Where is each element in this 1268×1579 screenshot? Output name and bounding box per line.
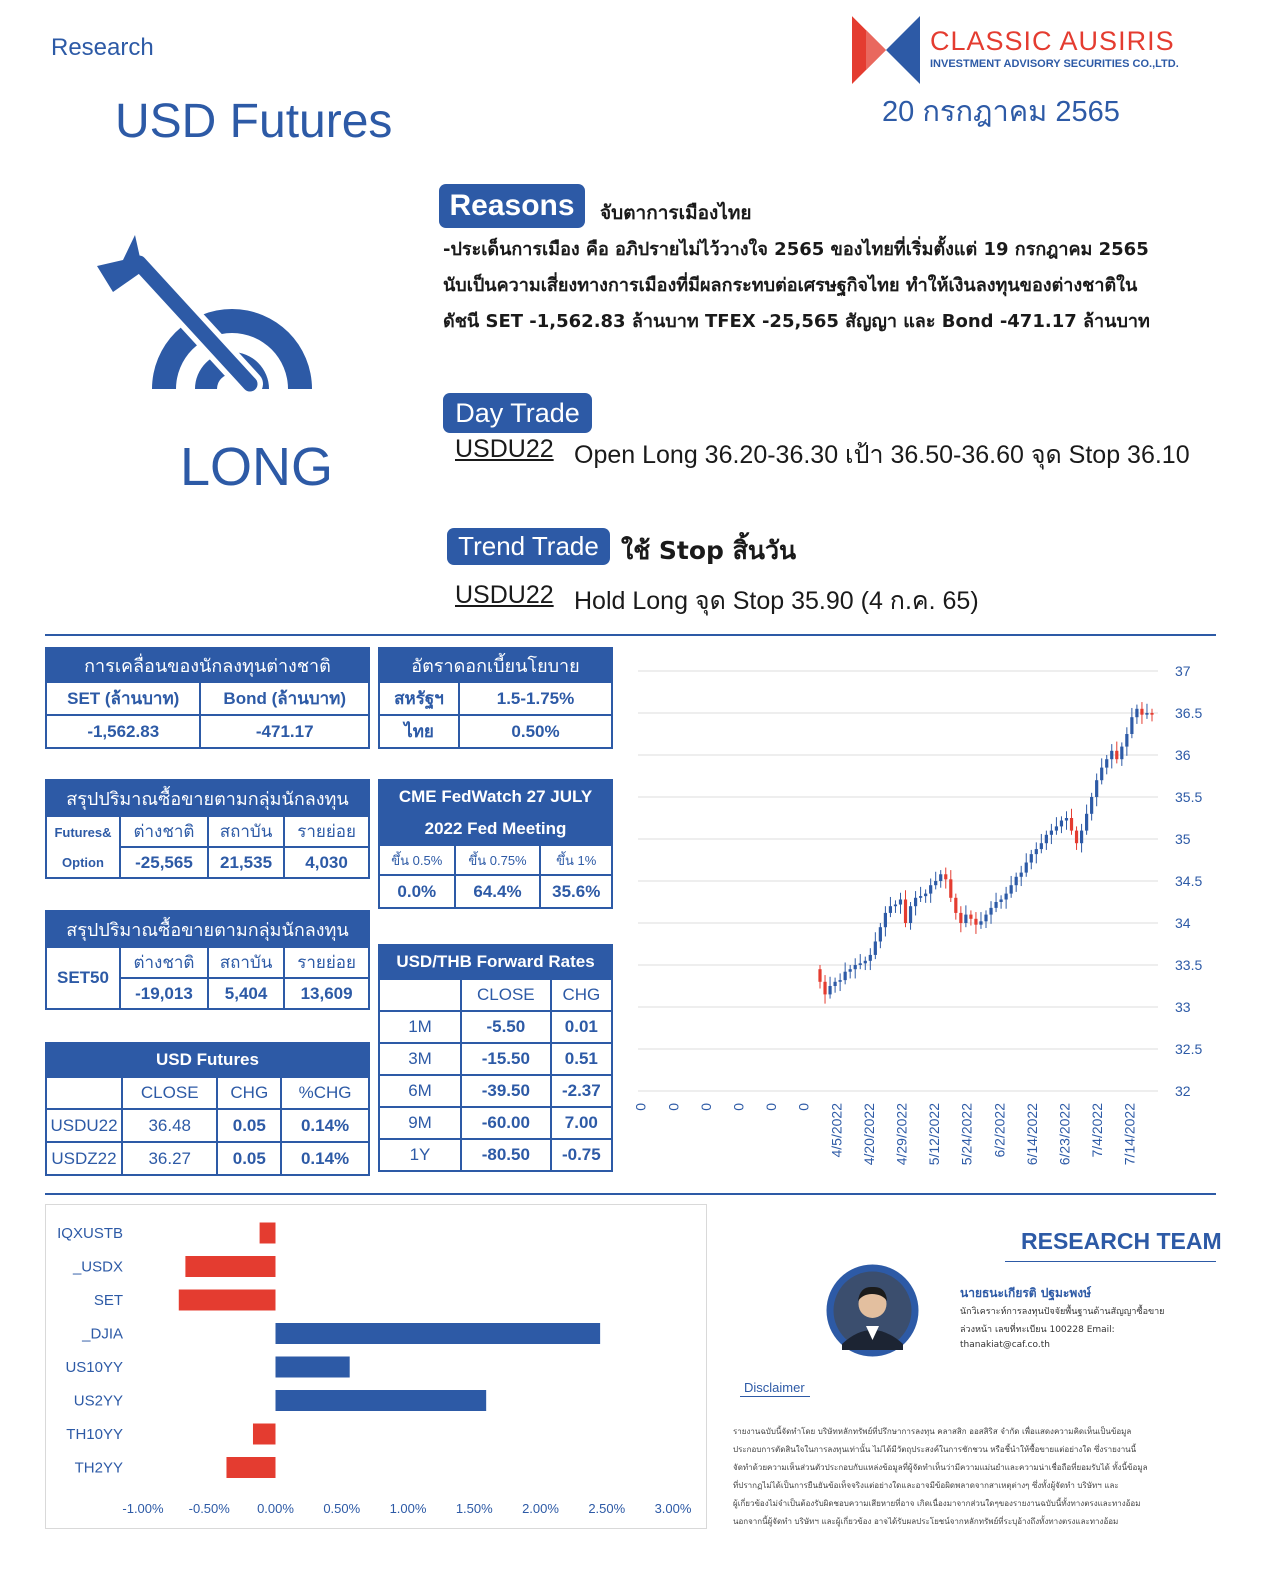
bar — [276, 1323, 601, 1344]
x-tick-label: 0.50% — [323, 1501, 361, 1516]
x-tick-label: 6/23/2022 — [1056, 1103, 1073, 1166]
set50-col-header: รายย่อย — [284, 947, 369, 978]
y-tick-label: 33 — [1175, 999, 1191, 1015]
candle-body — [833, 982, 836, 986]
fedwatch-title-2: 2022 Fed Meeting — [379, 813, 612, 845]
candle-body — [1150, 713, 1153, 715]
candle-body — [864, 961, 867, 964]
futures-summary-title: สรุปปริมาณซื้อขายตามกลุ่มนักลงทุน — [46, 780, 369, 816]
candle-body — [1130, 717, 1133, 734]
candle-body — [1070, 818, 1073, 831]
candle-body — [1030, 854, 1033, 862]
day-trade-symbol: USDU22 — [455, 435, 554, 463]
disclaimer-line: จัดทำด้วยความเห็นส่วนตัวประกอบกับแหล่งข้อมูลที่ผู้จัดทำเห็นว่ามีความแม่นยำและความน่าเชื่อถือที่ยอมรับได้ ทั้งนี้ข้อมูล — [733, 1463, 1148, 1472]
policy-rate-title: อัตราดอกเบี้ยนโยบาย — [379, 648, 612, 682]
candle-body — [1110, 751, 1113, 759]
policy-rate-value: 1.5-1.75% — [459, 682, 612, 715]
candle-body — [1140, 709, 1143, 715]
forward-rates-table — [378, 944, 613, 1172]
x-tick-label: 1.00% — [389, 1501, 427, 1516]
category-label: US2YY — [73, 1392, 123, 1410]
brand-subtitle: INVESTMENT ADVISORY SECURITIES CO.,LTD. — [930, 58, 1179, 70]
report-date: 20 กรกฎาคม 2565 — [882, 96, 1120, 128]
futures-value: 21,535 — [208, 847, 284, 878]
market-change-bar-chart — [45, 1204, 707, 1530]
x-tick-label: 2.50% — [588, 1501, 626, 1516]
reasons-line-2: นับเป็นความเสี่ยงทางการเมืองที่มีผลกระทบต่อเศรษฐกิจไทย ทำให้เงินลงทุนของต่างชาติใน — [443, 275, 1138, 296]
set50-col-header: สถาบัน — [208, 947, 284, 978]
usd-futures-pchg: 0.14% — [281, 1109, 369, 1142]
x-tick-label: 0 — [763, 1103, 780, 1111]
trend-trade-text: Hold Long จุด Stop 35.90 (4 ก.ค. 65) — [574, 587, 979, 615]
candle-body — [879, 927, 882, 941]
analyst-avatar — [826, 1264, 919, 1357]
candle-body — [974, 919, 977, 925]
x-tick-label: 0 — [665, 1103, 682, 1111]
y-tick-label: 32 — [1175, 1083, 1191, 1099]
futures-col-header: ต่างชาติ — [120, 816, 208, 847]
candle-body — [899, 899, 902, 904]
fedwatch-header: ขึ้น 0.75% — [455, 845, 541, 875]
bar-chart-frame — [46, 1205, 707, 1529]
y-tick-label: 32.5 — [1175, 1041, 1203, 1057]
candle-body — [994, 902, 997, 908]
y-tick-label: 36 — [1175, 747, 1191, 763]
candle-body — [869, 955, 872, 961]
forward-close: -39.50 — [461, 1075, 551, 1107]
x-tick-label: 5/12/2022 — [926, 1103, 943, 1166]
usd-futures-close: 36.27 — [122, 1142, 217, 1175]
candle-body — [909, 906, 912, 923]
forward-tenor: 1M — [379, 1011, 461, 1043]
analyst-name: นายธนะเกียรติ ปฐมะพงษ์ — [960, 1286, 1092, 1300]
foreign-flow-title: การเคลื่อนของนักลงทุนต่างชาติ — [46, 648, 369, 682]
analyst-email: thanakiat@caf.co.th — [960, 1340, 1050, 1350]
signal-label: LONG — [180, 437, 334, 497]
analyst-role-2: ล่วงหน้า เลขที่ทะเบียน 100228 Email: — [960, 1325, 1115, 1335]
candle-body — [1045, 835, 1048, 843]
category-label: IQXUSTB — [57, 1225, 123, 1242]
candle-body — [1060, 821, 1063, 827]
forward-header-blank — [379, 979, 461, 1011]
usd-futures-pchg: 0.14% — [281, 1142, 369, 1175]
candle-body — [1145, 713, 1148, 715]
x-tick-label: -0.50% — [188, 1501, 230, 1516]
bar — [226, 1457, 275, 1478]
candle-body — [1035, 849, 1038, 854]
set50-summary-title: สรุปปริมาณซื้อขายตามกลุ่มนักลงทุน — [46, 911, 369, 947]
usd-futures-symbol: USDU22 — [46, 1109, 122, 1142]
forward-rates-title: USD/THB Forward Rates — [379, 945, 612, 979]
usd-futures-header: %CHG — [281, 1077, 369, 1109]
reasons-line-3: ดัชนี SET -1,562.83 ล้านบาท TFEX -25,565 สัญญา และ Bond -471.17 ล้านบาท — [443, 311, 1150, 332]
fedwatch-table — [378, 779, 613, 909]
candle-body — [1095, 780, 1098, 797]
forward-header-close: CLOSE — [461, 979, 551, 1011]
analyst-role-1: นักวิเคราะห์การลงทุนปัจจัยพื้นฐานด้านสัญญาซื้อขาย — [960, 1307, 1165, 1317]
forward-chg: 0.01 — [551, 1011, 612, 1043]
disclaimer-line: ประกอบการตัดสินใจในการลงทุนเท่านั้น ไม่ได้มีวัตถุประสงค์ในการชักชวน หรือชี้นำให้ซื้อขายแต่อย่างใด ซึ่งรายงานนี้ — [733, 1445, 1137, 1454]
candle-body — [1115, 751, 1118, 759]
x-tick-label: 0 — [795, 1103, 812, 1111]
category-label: TH2YY — [74, 1459, 123, 1477]
fedwatch-value: 35.6% — [540, 875, 612, 908]
candle-body — [989, 908, 992, 915]
fedwatch-title-1: CME FedWatch 27 JULY — [379, 780, 612, 813]
reasons-heading: จับตาการเมืองไทย — [600, 202, 752, 224]
policy-rate-country: ไทย — [379, 715, 459, 748]
candle-body — [1085, 814, 1088, 831]
candle-body — [1125, 734, 1128, 747]
x-tick-label: 4/20/2022 — [860, 1103, 877, 1166]
candle-body — [979, 921, 982, 924]
usd-futures-table — [45, 1042, 370, 1176]
day-trade-badge: Day Trade — [443, 393, 592, 433]
candle-body — [1100, 768, 1103, 781]
candle-body — [823, 982, 826, 995]
disclaimer-underline — [740, 1396, 810, 1397]
set50-value: 5,404 — [208, 978, 284, 1009]
x-tick-label: 0.00% — [257, 1501, 294, 1516]
forward-header-chg: CHG — [551, 979, 612, 1011]
trend-trade-badge: Trend Trade — [447, 528, 610, 565]
candle-body — [929, 885, 932, 893]
candle-body — [1050, 831, 1053, 835]
x-tick-label: 2.00% — [522, 1501, 559, 1516]
category-label: _USDX — [72, 1258, 123, 1276]
candle-body — [844, 972, 847, 980]
usd-candlestick-chart — [630, 648, 1216, 1188]
futures-value: 4,030 — [284, 847, 369, 878]
candle-body — [999, 899, 1002, 902]
candle-body — [1080, 831, 1083, 844]
bar — [179, 1290, 276, 1311]
fedwatch-header: ขึ้น 0.5% — [379, 845, 455, 875]
bar — [185, 1256, 275, 1277]
candle-body — [1135, 709, 1138, 717]
usd-futures-header — [46, 1077, 122, 1109]
forward-tenor: 6M — [379, 1075, 461, 1107]
futures-label-top: Futures& — [46, 816, 120, 847]
x-tick-label: 6/14/2022 — [1023, 1103, 1040, 1166]
fedwatch-value: 0.0% — [379, 875, 455, 908]
page-title: USD Futures — [115, 95, 393, 148]
candle-body — [818, 969, 821, 982]
reasons-badge: Reasons — [439, 184, 585, 228]
divider-bottom — [45, 1193, 1216, 1195]
candle-body — [1015, 877, 1018, 885]
candle-body — [839, 980, 842, 982]
x-tick-label: 1.50% — [455, 1501, 493, 1516]
disclaimer-line: ที่ปรากฏไม่ได้เป็นการยืนยันข้อเท็จจริงแต่อย่างใดและอาจมีข้อผิดพลาดจากสาเหตุต่างๆ ซึ่งทั้งผู้จัดทำ บริษัทฯ และ — [733, 1481, 1119, 1490]
candle-body — [1105, 759, 1108, 767]
x-tick-label: 3.00% — [654, 1501, 692, 1516]
policy-rate-country: สหรัฐฯ — [379, 682, 459, 715]
y-tick-label: 35.5 — [1175, 789, 1203, 805]
candle-body — [919, 896, 922, 898]
company-logo-icon — [852, 16, 920, 84]
candle-body — [849, 969, 852, 972]
disclaimer-line: ผู้เกี่ยวข้องไม่จำเป็นต้องรับผิดชอบความเสียหายที่อาจ เกิดเนื่องมาจากส่วนใดๆของรายงานฉบับนี้ทั้งทางตรงและทางอ้อม — [733, 1499, 1141, 1508]
candle-body — [959, 913, 962, 923]
research-label: Research — [51, 34, 154, 61]
policy-rate-table — [378, 647, 613, 749]
y-tick-label: 34.5 — [1175, 873, 1203, 889]
foreign-flow-table — [45, 647, 370, 749]
foreign-flow-bond-value: -471.17 — [200, 715, 369, 748]
y-tick-label: 35 — [1175, 831, 1191, 847]
trend-trade-heading: ใช้ Stop สิ้นวัน — [621, 536, 797, 565]
foreign-flow-set-value: -1,562.83 — [46, 715, 200, 748]
target-icon — [95, 228, 355, 398]
x-tick-label: 0 — [730, 1103, 747, 1111]
fedwatch-value: 64.4% — [455, 875, 541, 908]
candle-body — [949, 879, 952, 897]
usd-futures-header: CHG — [217, 1077, 281, 1109]
category-label: SET — [93, 1292, 123, 1309]
forward-close: -15.50 — [461, 1043, 551, 1075]
bar — [276, 1357, 350, 1378]
usd-futures-chg: 0.05 — [217, 1109, 281, 1142]
x-tick-label: 4/5/2022 — [828, 1103, 845, 1158]
candle-body — [854, 965, 857, 969]
forward-chg: -2.37 — [551, 1075, 612, 1107]
category-label: _DJIA — [82, 1325, 123, 1343]
candle-body — [894, 905, 897, 907]
usd-futures-title: USD Futures — [46, 1043, 369, 1077]
x-tick-label: 7/4/2022 — [1089, 1103, 1106, 1158]
usd-futures-symbol: USDZ22 — [46, 1142, 122, 1175]
disclaimer-line: นอกจากนี้ผู้จัดทำ บริษัทฯ และผู้เกี่ยวข้อง อาจได้รับผลประโยชน์จากหลักทรัพย์ที่ระบุอ้างถึงทั้งทางตรงและทางอ้อม — [733, 1517, 1119, 1526]
forward-chg: 0.51 — [551, 1043, 612, 1075]
foreign-flow-col-set: SET (ล้านบาท) — [46, 682, 200, 715]
y-tick-label: 34 — [1175, 915, 1191, 931]
candle-body — [884, 913, 887, 927]
forward-tenor: 3M — [379, 1043, 461, 1075]
candle-body — [1025, 863, 1028, 873]
set50-value: -19,013 — [120, 978, 208, 1009]
forward-chg: 7.00 — [551, 1107, 612, 1139]
fedwatch-header: ขึ้น 1% — [540, 845, 612, 875]
x-tick-label: 7/14/2022 — [1121, 1103, 1138, 1166]
y-tick-label: 36.5 — [1175, 705, 1203, 721]
usd-futures-close: 36.48 — [122, 1109, 217, 1142]
set50-label: SET50 — [46, 947, 120, 1009]
candle-body — [1040, 843, 1043, 849]
candle-body — [984, 915, 987, 922]
category-label: US10YY — [65, 1359, 123, 1376]
x-tick-label: 4/29/2022 — [893, 1103, 910, 1166]
x-tick-label: 6/2/2022 — [991, 1103, 1008, 1158]
category-label: TH10YY — [66, 1426, 123, 1443]
candle-body — [954, 898, 957, 913]
candle-body — [924, 894, 927, 897]
set50-col-header: ต่างชาติ — [120, 947, 208, 978]
usd-futures-chg: 0.05 — [217, 1142, 281, 1175]
forward-tenor: 9M — [379, 1107, 461, 1139]
forward-tenor: 1Y — [379, 1139, 461, 1171]
y-tick-label: 37 — [1175, 663, 1191, 679]
usd-futures-header: CLOSE — [122, 1077, 217, 1109]
candle-body — [859, 963, 862, 965]
futures-summary-table — [45, 779, 370, 879]
day-trade-text: Open Long 36.20-36.30 เป้า 36.50-36.60 จุด Stop 36.10 — [574, 441, 1190, 469]
bar — [253, 1424, 276, 1445]
candle-body — [1120, 747, 1123, 760]
brand-name: CLASSIC AUSIRIS — [930, 26, 1175, 56]
reasons-line-1: -ประเด็นการเมือง คือ อภิปรายไม่ไว้วางใจ 2565 ของไทยที่เริ่มตั้งแต่ 19 กรกฎาคม 2565 — [443, 239, 1149, 260]
candle-body — [914, 898, 917, 906]
set50-summary-table — [45, 910, 370, 1010]
disclaimer-line: รายงานฉบับนี้จัดทำโดย บริษัทหลักทรัพย์ที่ปรึกษาการลงทุน คลาสสิก ออสสิริส จำกัด เพื่อแสดงความคิดเห็นเป็นข้อมูล — [733, 1427, 1132, 1436]
forward-close: -60.00 — [461, 1107, 551, 1139]
candle-body — [1005, 894, 1008, 900]
x-tick-label: 5/24/2022 — [958, 1103, 975, 1166]
candle-body — [1010, 885, 1013, 893]
research-team-underline — [1005, 1261, 1216, 1262]
forward-close: -5.50 — [461, 1011, 551, 1043]
x-tick-label: 0 — [697, 1103, 714, 1111]
disclaimer-label: Disclaimer — [744, 1380, 805, 1395]
candle-body — [934, 881, 937, 885]
candle-body — [944, 874, 947, 879]
candle-body — [964, 915, 967, 923]
candle-body — [1055, 826, 1058, 830]
y-tick-label: 33.5 — [1175, 957, 1203, 973]
candle-body — [1020, 873, 1023, 877]
bar — [260, 1223, 276, 1244]
set50-value: 13,609 — [284, 978, 369, 1009]
candle-body — [939, 874, 942, 881]
forward-chg: -0.75 — [551, 1139, 612, 1171]
policy-rate-value: 0.50% — [459, 715, 612, 748]
x-tick-label: -1.00% — [122, 1501, 164, 1516]
futures-col-header: สถาบัน — [208, 816, 284, 847]
candle-body — [828, 986, 831, 994]
futures-label-bottom: Option — [46, 847, 120, 878]
candle-body — [969, 915, 972, 919]
futures-col-header: รายย่อย — [284, 816, 369, 847]
trend-trade-symbol: USDU22 — [455, 581, 554, 609]
candle-body — [889, 906, 892, 913]
divider-top — [45, 634, 1216, 636]
candle-body — [1090, 797, 1093, 814]
foreign-flow-col-bond: Bond (ล้านบาท) — [200, 682, 369, 715]
x-tick-label: 0 — [632, 1103, 649, 1111]
futures-value: -25,565 — [120, 847, 208, 878]
research-team-title: RESEARCH TEAM — [1021, 1228, 1222, 1254]
bar — [276, 1390, 487, 1411]
candle-body — [1065, 818, 1068, 821]
candle-body — [1075, 831, 1078, 844]
candle-body — [874, 941, 877, 954]
forward-close: -80.50 — [461, 1139, 551, 1171]
candle-body — [904, 899, 907, 923]
